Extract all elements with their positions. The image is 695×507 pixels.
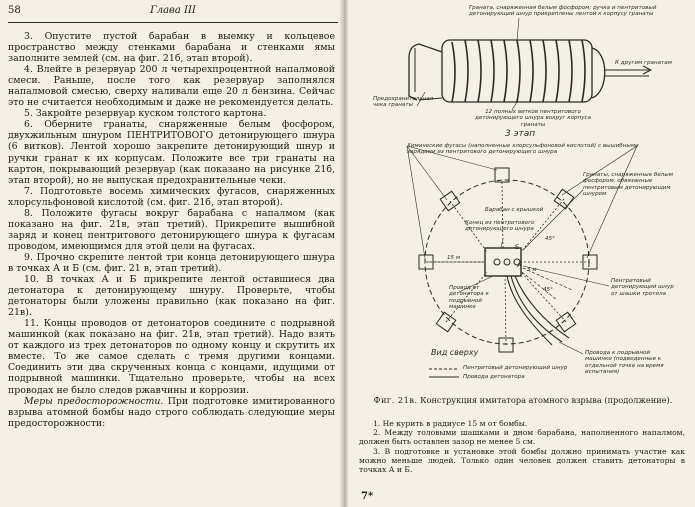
page-number: 58 [8, 5, 21, 16]
note-item: 2. Между толовыми шашками и дном барабана, наполненного напалмом, должен быть оставлен зазор не менее 5 см. [359, 428, 685, 447]
figure-21v [347, 0, 695, 400]
paragraph: 7. Подготовьте восемь химических фугасов, снаряженных хлорсульфоновой кислотой (см. фиг. 21б, этап второй). [8, 185, 335, 208]
label-cord-ends: Конец из пентритового детонирующего шнура [465, 220, 535, 233]
paragraph: 10. В точках А и Б прикрепите лентой оставшиеся два детонатора к детонирующему шнуру. Проверьте, чтобы детонаторы были уложены правильно (как показано на фиг. 21в). [8, 274, 335, 319]
signature-mark: 7* [361, 491, 374, 502]
label-cord-to-machine: Провода к подрывной машинке (подведенные к отдельной точке на время испытания) [585, 350, 664, 376]
label-grenade-top: Граната, снаряженная белым фосфором; ручка и пентритовый детонирующий шнур прикреплены лентой к корпусу гранаты [469, 5, 657, 18]
paragraph: 11. Концы проводов от детонаторов соедините с подрывной машинкой (как показано на фиг. 21в, этап третий). Надо взять от каждого из трех детонаторов по одному концу и скрутить их вместе. То же самое сделать с тремя другими концами. Соединить эти два скрученных конца с концами, идущими от подрывной машинки. Тщательно проверьте, чтобы на всех проводах не было следов ржавчины и коррозии. [8, 318, 335, 396]
left-page-text [8, 31, 335, 429]
paragraph: 5. Закройте резервуар куском толстого картона. [24, 108, 267, 120]
paragraph: 3. Опустите пустой барабан в выемку и кольцевое пространство между стенками барабана и стенками ямы заполните землей (см. на фиг. 21б, этап второй). [8, 31, 335, 65]
label-5m: 5 м [527, 267, 537, 273]
label-det-cord-ring: Пентритовый детонирующий шнур от шашки тротила [611, 278, 674, 297]
point-b: Б [515, 243, 520, 251]
label-safety-pins: Предохранительная чека гранаты [373, 96, 434, 109]
paragraph: 9. Прочно скрепите лентой три конца детонирующего шнура в точках А и Б (см. фиг. 21 в, этап третий). [8, 251, 335, 274]
legend-det-cord: Пентритовый детонирующий шнур [463, 365, 568, 371]
chapter-title: Глава III [150, 5, 196, 16]
label-view-from-above: Вид сверху [431, 348, 479, 357]
drum [485, 248, 521, 276]
paragraph: 6. Оберните гранаты, снаряженные белым фосфором, двухжильным шнуром ПЕНТРИТОВОГО детонирующего шнура (6 витков). Лентой хорошо закрепите детонирующий шнур и ручки гранат к их корпусам. Положите все три гранаты на картон, покрывающий резервуар (как показано на рисунке 21б, этап второй), но не выпуская предохранительные чеки. [8, 119, 335, 186]
label-fougasse-info: Химические фугасы (наполненные хлорсульфоновой кислотой) с вышибными зарядами из пентритового детонирующего шнура [407, 143, 639, 156]
left-page-header [8, 5, 338, 21]
safety-notes [359, 419, 685, 474]
precautions-paragraph [8, 396, 335, 429]
note-item: 1. Не курить в радиусе 15 м от бомбы. [373, 419, 528, 428]
label-drum: Барабан с крышкой [485, 207, 544, 213]
note-item: 3. В подготовке и установке этой бомбы должно принимать участие как можно меньше людей. Только один человек должен ставить детонаторы в точках А и Б. [359, 446, 685, 475]
precautions-title: Меры предосторожности. [24, 395, 164, 407]
label-45b: 45° [543, 287, 553, 293]
left-page [0, 0, 344, 507]
label-wire-to-det: Провод от детонатора к подрывной машинке [449, 285, 489, 311]
paragraph: 8. Положите фугасы вокруг барабана с напалмом (как показано на фиг. 21в, этап третий). Прикрепите вышибной заряд и конец пентритового детонирующего шнура к фугасам проводом, имеющимся для этой цели на фугасах. [8, 207, 335, 252]
book-gutter [339, 0, 349, 507]
figure-caption [359, 395, 687, 405]
caption-figure-number: Фиг. 21в. [373, 395, 418, 405]
header-divider [8, 22, 338, 23]
point-a: А [517, 261, 522, 269]
precautions-text: При подготовке имитированного взрыва атомной бомбы надо строго соблюдать следующие меры предосторожности: [8, 395, 335, 429]
label-wp-grenades: Гранаты, снаряженные белым фосфором, обвязанные пентритовым детонирующим шнуром [583, 172, 674, 198]
stage-label: 3 этап [505, 129, 536, 139]
paragraph: 4. Влейте в резервуар 200 л четырехпроцентной напалмовой смеси. Раньше, после того как резервуар заполнялся напалмовой смесью, сверху наливали еще 20 л бензина. Сейчас это не считается необходимым и даже не рекомендуется делать. [8, 64, 335, 109]
label-turns: 12 полных витков пентритового детонирующего шнура вокруг корпуса гранаты [474, 109, 592, 128]
label-45a: 45° [545, 236, 555, 242]
label-to-other-grenades: К другим гранатам [615, 60, 672, 66]
caption-text: Конструкция имитатора атомного взрыва (продолжение). [420, 395, 673, 405]
legend-det-wires: Провода детонатора [463, 374, 525, 380]
label-15m: 15 м [447, 255, 461, 261]
right-page [347, 0, 695, 507]
